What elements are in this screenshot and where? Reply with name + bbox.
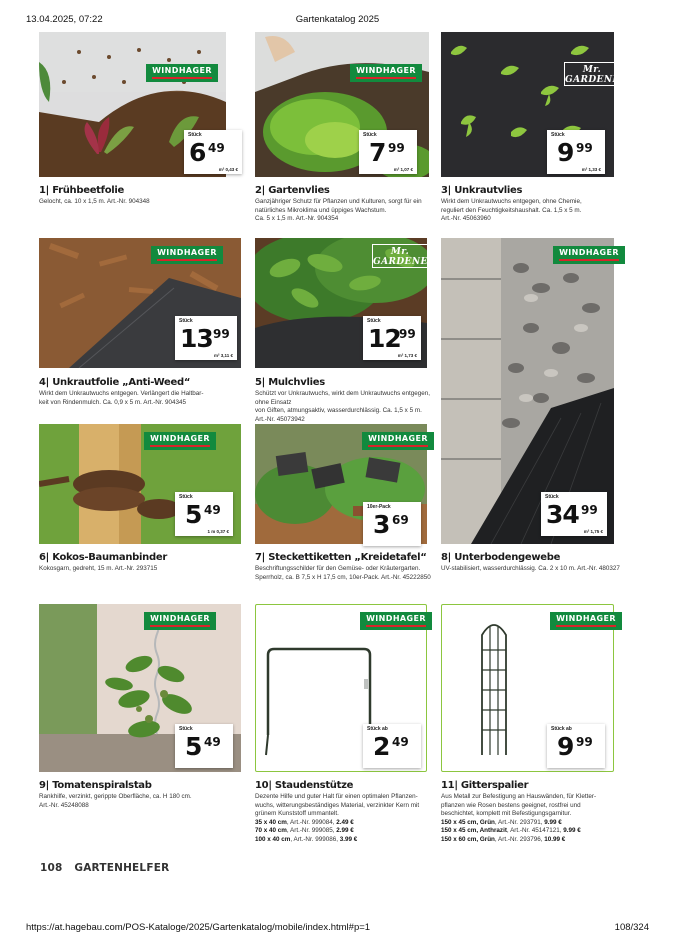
product-title: 6| Kokos-Baumanbinder: [39, 552, 167, 563]
price-tag: Stück ab 9 99: [547, 724, 605, 768]
print-url: https://at.hagebau.com/POS-Kataloge/2025/Gartenkatalog/mobile/index.html#p=1: [26, 922, 371, 933]
product-info: [39, 377, 226, 407]
product-info: [441, 185, 628, 224]
product-info: [255, 185, 442, 224]
product-description: Schützt vor Unkrautwuchs, wirkt dem Unkrautwuchs entgegen, ohne Einsatz von Giften, atmungsaktiv, wasserdurchlässig. Ca. 1,5 x 5 m. Art.-Nr. 45073942: [255, 390, 430, 423]
product-description: Kokosgarn, gedreht, 15 m. Art.-Nr. 293715: [39, 565, 158, 572]
product-title: 10| Staudenstütze: [255, 780, 354, 791]
price-tag: Stück ab 2 49: [363, 724, 421, 768]
windhager-logo: WINDHAGER: [151, 246, 223, 264]
product-info: [39, 780, 226, 810]
catalog-page-number: 108: [40, 862, 63, 874]
print-title: Gartenkatalog 2025: [295, 14, 380, 25]
product-title: 5| Mulchvlies: [255, 377, 325, 388]
product-description: Rankhilfe, verzinkt, geripptе Oberfläche, ca. H 180 cm. Art.-Nr. 45248088: [39, 793, 192, 809]
product-info: [39, 552, 226, 574]
product-description: Aus Metall zur Befestigung an Hauswänden, für Kletter- pflanzen wie Rosen bestens geeignet, rostfrei und beschichtet, komplett mit Befestigungsgarnitur. 150 x 45 cm, Grün, Art.-Nr. 293791, 9.99 € 150 x 45 cm, Anthrazit, Art.-Nr. 45147121, 9.99 € 150 x 60 cm, Grün, Art.-Nr. 293796, 10.99 €: [441, 793, 628, 845]
windhager-logo: WINDHAGER: [360, 612, 432, 630]
product-title: 4| Unkrautfolie „Anti-Weed“: [39, 377, 191, 388]
windhager-logo: WINDHAGER: [550, 612, 622, 630]
print-timestamp: 13.04.2025, 07:22: [26, 14, 103, 25]
product-description: Ganzjähriger Schutz für Pflanzen und Kulturen, sorgt für ein natürliches Mikroklima und üppiges Wachstum. Ca. 5 x 1,5 m. Art.-Nr. 904354: [255, 198, 422, 223]
windhager-logo: WINDHAGER: [362, 432, 434, 450]
windhager-logo: WINDHAGER: [350, 64, 422, 82]
price-tag: Stück 5 49: [175, 724, 233, 768]
price-cents: 49: [208, 141, 225, 155]
product-title: 3| Unkrautvlies: [441, 185, 523, 196]
product-title: 1| Frühbeetfolie: [39, 185, 125, 196]
product-title: 8| Unterbodengewebe: [441, 552, 561, 563]
product-title: 2| Gartenvlies: [255, 185, 330, 196]
variant-line: 100 x 40 cm, Art.-Nr. 999086, 3.99 €: [255, 835, 358, 843]
mr-gardener-logo: Mr. GARDENER: [372, 244, 428, 268]
catalog-page-footer: [40, 862, 169, 874]
windhager-logo: WINDHAGER: [146, 64, 218, 82]
print-header: [26, 14, 649, 28]
windhager-logo: WINDHAGER: [144, 612, 216, 630]
product-info: [255, 552, 442, 582]
variant-line: 70 x 40 cm, Art.-Nr. 999085, 2.99 €: [255, 827, 354, 835]
price-tag: 10er-Pack 3 69: [363, 502, 421, 546]
product-title: 7| Steckettiketten „Kreidetafel“: [255, 552, 427, 563]
product-description: Beschriftungsschilder für den Gemüse- oder Kräutergarten. Sperrholz, ca. B 7,5 x H 17,5 cm, 10er-Pack. Art.-Nr. 45222850: [255, 565, 431, 581]
product-title: 11| Gitterspalier: [441, 780, 529, 791]
price-tag: Stück 12 99 m² 1,73 €: [363, 316, 421, 360]
variant-line: 150 x 60 cm, Grün, Art.-Nr. 293796, 10.99 €: [441, 835, 566, 843]
price-main: 6: [189, 138, 206, 167]
print-page-count: 108/324: [614, 922, 649, 933]
variant-line: 35 x 40 cm, Art.-Nr. 999084, 2.49 €: [255, 818, 354, 826]
catalog-section-name: GARTENHELFER: [74, 862, 170, 874]
price-tag: Stück 9 99 m² 1,33 €: [547, 130, 605, 174]
price-tag: Stück 7 99 m² 1,07 €: [359, 130, 417, 174]
variant-line: 150 x 45 cm, Grün, Art.-Nr. 293791, 9.99 €: [441, 818, 562, 826]
product-description: Wirkt dem Unkrautwuchs entgegen. Verlängert die Haltbar- keit von Rindenmulch. Ca. 0,9 x 5 m. Art.-Nr. 904345: [39, 390, 204, 406]
product-description: Dezente Hilfe und guter Halt für einen optimalen Pflanzen- wuchs, witterungsbeständiges Material, verzinkter Kern mit grünem Kunststoff ummantelt. 35 x 40 cm, Art.-Nr. 999084, 2.49 € 70 x 40 cm, Art.-Nr. 999085, 2.99 € 100 x 40 cm, Art.-Nr. 999086, 3.99 €: [255, 793, 442, 845]
product-description: Wirkt dem Unkrautwuchs entgegen, ohne Chemie, reguliert den Feuchtigkeitshaushalt. Ca. 1,5 x 5 m. Art.-Nr. 45063960: [441, 198, 582, 223]
product-info: [441, 552, 628, 574]
product-title: 9| Tomatenspiralstab: [39, 780, 152, 791]
price-tag: Stück 13 99 m² 3,11 €: [175, 316, 237, 360]
product-info: [255, 377, 442, 424]
product-description: UV-stabilisiert, wasserdurchlässig. Ca. 2 x 10 m. Art.-Nr. 480327: [441, 565, 620, 572]
price-tag: Stück 6 49 m² 0,43 €: [184, 130, 242, 174]
product-info: [255, 780, 442, 845]
product-description: Gelocht, ca. 10 x 1,5 m. Art.-Nr. 904348: [39, 198, 150, 205]
product-info: [441, 780, 628, 845]
mr-gardener-logo: Mr. GARDENER: [564, 62, 620, 86]
product-info: [39, 185, 226, 207]
windhager-logo: WINDHAGER: [553, 246, 625, 264]
base-price: m² 0,43 €: [218, 167, 238, 172]
print-footer: [26, 922, 649, 936]
variant-line: 150 x 45 cm, Anthrazit, Art.-Nr. 45147121, 9.99 €: [441, 827, 581, 835]
price-tag: Stück 5 49 1 m 0,37 €: [175, 492, 233, 536]
windhager-logo: WINDHAGER: [144, 432, 216, 450]
price-tag: Stück 34 99 m² 1,75 €: [541, 492, 607, 536]
